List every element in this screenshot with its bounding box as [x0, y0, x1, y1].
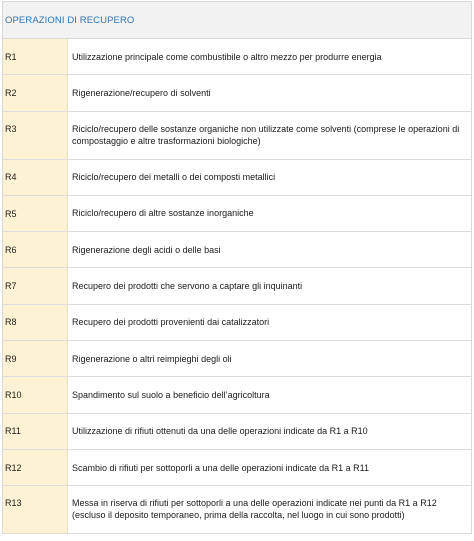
- operation-code: R8: [3, 305, 68, 340]
- operation-code: R11: [3, 414, 68, 449]
- table-row: [3, 39, 471, 75]
- table-row: [3, 305, 471, 341]
- operation-description: Rigenerazione o altri reimpieghi degli oli: [72, 353, 232, 364]
- recovery-operations-table: [2, 1, 472, 534]
- operation-description: Riciclo/recupero di altre sostanze inorganiche: [72, 208, 254, 219]
- operation-code: R13: [3, 486, 68, 533]
- operation-code: R5: [3, 196, 68, 231]
- operation-code: R4: [3, 160, 68, 195]
- operation-description: Riciclo/recupero dei metalli o dei composti metallici: [72, 172, 276, 183]
- table-row: [3, 196, 471, 232]
- operation-description: Messa in riserva di rifiuti per sottoporli a una delle operazioni indicate nei punti da R1 a R12 (escluso il deposito temporaneo, prima della raccolta, nel luogo in cui sono prodotti): [72, 498, 437, 521]
- table-row: [3, 232, 471, 268]
- operation-code: R7: [3, 268, 68, 303]
- operation-code: R3: [3, 112, 68, 159]
- operation-code: R6: [3, 232, 68, 267]
- operation-description: Recupero dei prodotti che servono a captare gli inquinanti: [72, 281, 303, 292]
- table-header: [3, 1, 471, 39]
- table-row: [3, 268, 471, 304]
- operation-description: Riciclo/recupero delle sostanze organiche non utilizzate come solventi (comprese le operazioni di compostaggio e altre trasformazioni biologiche): [72, 123, 460, 146]
- table-row: [3, 377, 471, 413]
- operation-description: Rigenerazione degli acidi o delle basi: [72, 244, 221, 255]
- table-row: [3, 341, 471, 377]
- operation-code: R1: [3, 39, 68, 74]
- operation-code: R12: [3, 450, 68, 485]
- operation-description: Scambio di rifiuti per sottoporli a una delle operazioni indicate da R1 a R11: [72, 462, 370, 473]
- table-title: OPERAZIONI DI RECUPERO: [5, 14, 135, 26]
- table-row: [3, 75, 471, 111]
- table-row: [3, 112, 471, 160]
- table-row: [3, 486, 471, 534]
- operation-description: Utilizzazione di rifiuti ottenuti da una delle operazioni indicate da R1 a R10: [72, 426, 368, 437]
- operation-description: Rigenerazione/recupero di solventi: [72, 87, 211, 98]
- operation-code: R9: [3, 341, 68, 376]
- operation-description: Spandimento sul suolo a beneficio dell’agricoltura: [72, 389, 270, 400]
- operation-code: R2: [3, 75, 68, 110]
- operation-code: R10: [3, 377, 68, 412]
- table-row: [3, 414, 471, 450]
- table-row: [3, 450, 471, 486]
- table-row: [3, 160, 471, 196]
- operation-description: Recupero dei prodotti provenienti dai catalizzatori: [72, 317, 270, 328]
- operation-description: Utilizzazione principale come combustibile o altro mezzo per produrre energia: [72, 51, 382, 62]
